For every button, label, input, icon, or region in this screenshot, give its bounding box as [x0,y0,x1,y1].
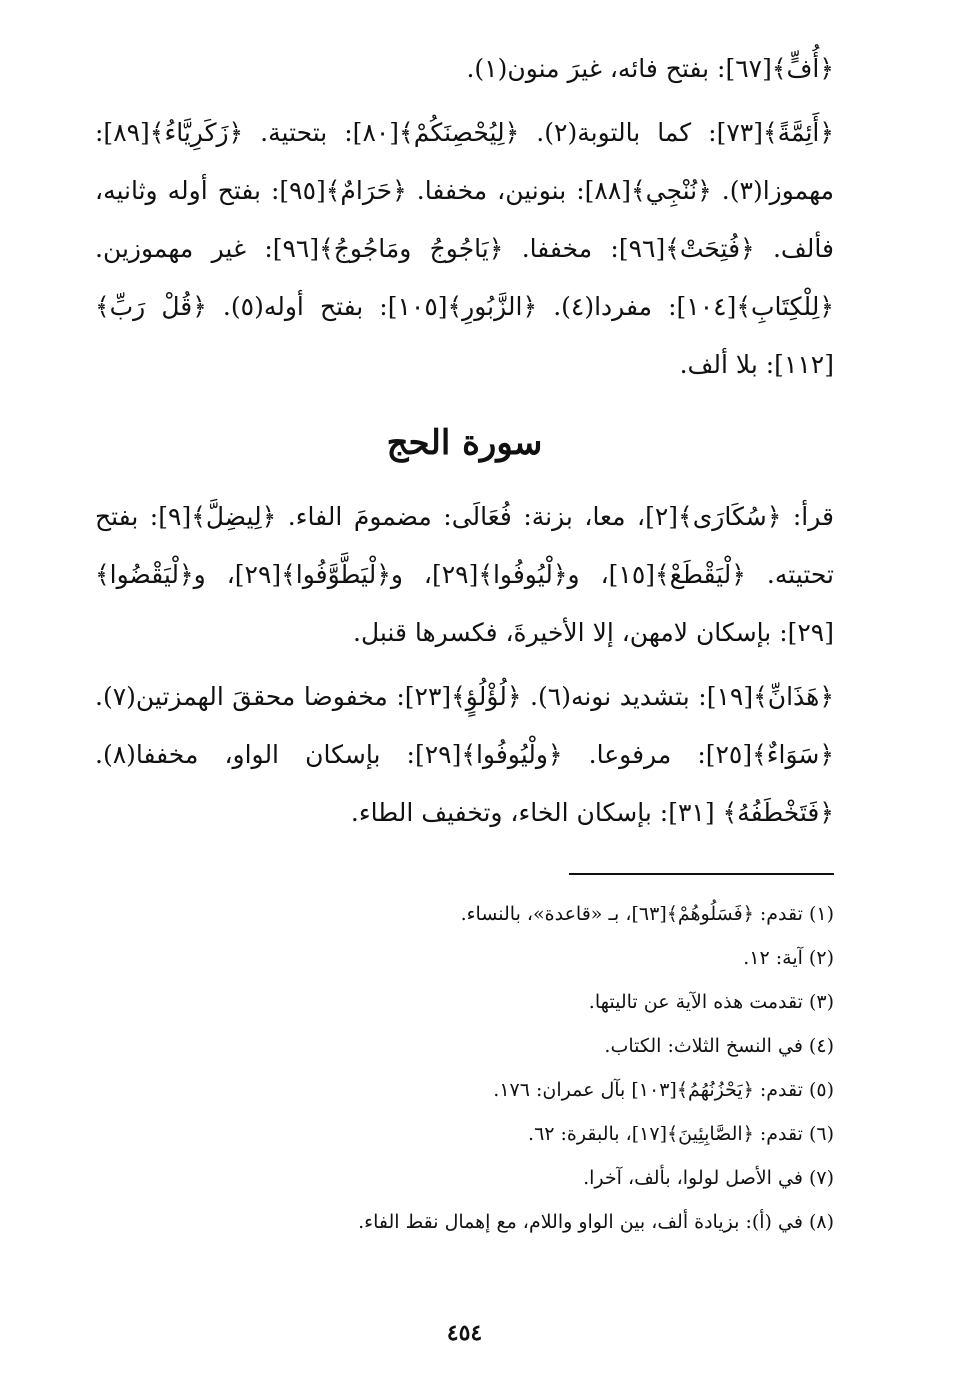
footnote-divider [569,873,834,875]
paragraph-anbiya-2: ﴿أَئِمَّةً﴾[٧٣]: كما بالتوبة(٢). ﴿لِيُحْصِنَكُمْ﴾[٨٠]: بتحتية. ﴿زَكَرِيَّاءُ﴾[٨٩]: مهموزا(٣). ﴿نُنْجِي﴾[٨٨]: بنونين، مخففا. ﴿حَرَامٌ﴾[٩٥]: بفتح أوله وثانيه، فألف. ﴿فُتِحَتْ﴾[٩٦]: مخففا. ﴿يَاجُوجُ ومَاجُوجُ﴾[٩٦]: غير مهموزين. ﴿لِلْكِتَابِ﴾[١٠٤]: مفردا(٤). ﴿الزَّبُورِ﴾[١٠٥]: بفتح أوله(٥). ﴿قُلْ رَبِّ﴾[١١٢]: بلا ألف. [95,118,835,379]
footnote-8: (٨) في (أ): بزيادة ألف، بين الواو واللام، مع إهمال نقط الفاء. [358,1211,834,1233]
paragraph-anbiya-1: ﴿أُفٍّ﴾[٦٧]: بفتح فائه، غيرَ منون(١). [466,54,834,83]
main-text-bottom [95,488,834,842]
footnote-1: (١) تقدم: ﴿فَسَلُوهُمْ﴾[٦٣]، بـ «قاعدة»، بالنساء. [460,903,834,925]
paragraph-hajj-2: ﴿هَذَانِّ﴾[١٩]: بتشديد نونه(٦). ﴿لُؤْلُؤٍ﴾[٢٣]: مخفوضا محققَ الهمزتين(٧). ﴿سَوَاءٌ﴾[٢٥]: مرفوعا. ﴿ولْيُوفُوا﴾[٢٩]: بإسكان الواو، مخففا(٨). ﴿فَتَخْطَفُهُ﴾ [٣١]: بإسكان الخاء، وتخفيف الطاء. [95,682,834,827]
surah-title: سورة الحج [386,423,543,463]
book-page [95,40,835,1346]
footnote-2: (٢) آية: ١٢. [743,947,834,969]
footnotes [95,892,834,1244]
paragraph-hajj-1: قرأ: ﴿سُكَارَى﴾[٢]، معا، بزنة: فُعَالَى: مضمومَ الفاء. ﴿لِيضِلَّ﴾[٩]: بفتح تحتيته. ﴿لْيَقْطَعْ﴾[١٥]، و﴿لْيُوفُوا﴾[٢٩]، و﴿لْيَطَّوَّفُوا﴾[٢٩]، و﴿لْيَقْضُوا﴾[٢٩]: بإسكان لامهن، إلا الأخيرةَ، فكسرها قنبل. [95,502,834,647]
footnote-3: (٣) تقدمت هذه الآية عن تاليتها. [588,991,834,1013]
footnote-4: (٤) في النسخ الثلاث: الكتاب. [604,1035,834,1057]
footnote-7: (٧) في الأصل لولوا، بألف، آخرا. [583,1167,834,1189]
page-number: ٤٥٤ [446,1320,483,1346]
footnote-5: (٥) تقدم: ﴿يَحْزُنُهُمُ﴾[١٠٣] بآل عمران: ١٧٦. [493,1079,834,1101]
main-text-top [95,40,834,394]
footnote-6: (٦) تقدم: ﴿الصَّابِئِينَ﴾[١٧]، بالبقرة: ٦٢. [528,1123,834,1145]
